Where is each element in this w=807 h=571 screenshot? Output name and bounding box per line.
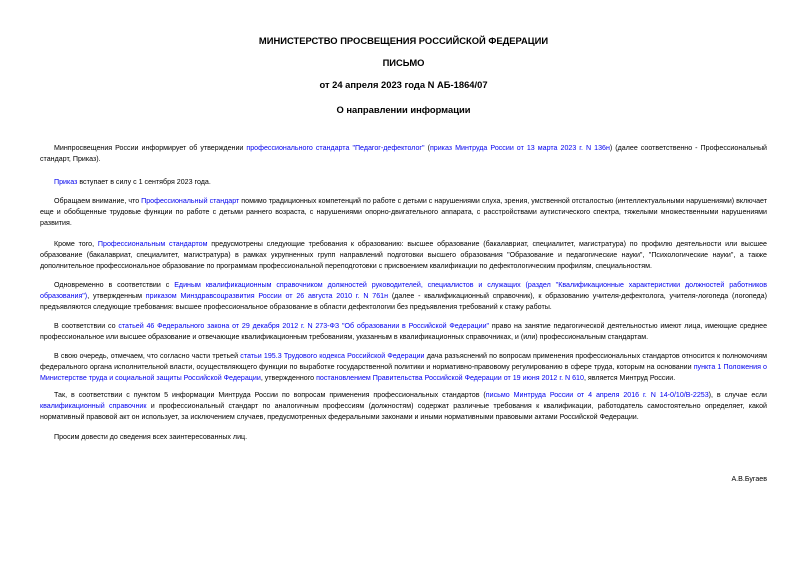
paragraph-7 — [40, 351, 767, 384]
text: вступает в силу с 1 сентября 2023 года. — [77, 178, 211, 186]
link-labor-code-article-195-3[interactable]: статьи 195.3 Трудового кодекса Российской Федерации — [240, 352, 425, 360]
text: ( — [424, 144, 430, 152]
paragraph-8 — [40, 390, 767, 423]
link-minzdravsoc-order-761n[interactable]: приказом Минздравсоцразвития России от 26 августа 2010 г. N 761н — [145, 291, 389, 300]
text: Минпросвещения России информирует об утверждении — [54, 144, 247, 152]
link-unified-qualification-handbook[interactable]: Единым квалификационным справочником должностей руководителей, специалистов и служащих (раздел "Квалификационные характеристики должностей работников образования") — [40, 281, 768, 300]
link-professional-standard[interactable]: профессионального стандарта "Педагог-дефектолог" — [246, 144, 425, 152]
ministry-heading: МИНИСТЕРСТВО ПРОСВЕЩЕНИЯ РОССИЙСКОЙ ФЕДЕРАЦИИ — [258, 35, 549, 46]
paragraph-3 — [40, 196, 767, 229]
text: ) (далее соответственно - Профессиональный стандарт, Приказ). — [40, 144, 768, 163]
text: предусмотрены следующие требования к образованию: высшее образование (бакалавриат, специалитет, магистратура) по профилю деятельности или высшее образование (бакалавриат, специалитет, магистратура) в рамках укрупненных групп направлений подготовки высшего образования "Образование и педагогические науки", "Психологические науки", а также дополнительное профессиональное образование по программам профессиональной переподготовки с присвоением квалификации по дефектологическим профилям, специальностям. — [40, 240, 768, 270]
text: дача разъяснений по вопросам применения профессиональных стандартов относится к полномочиям федерального органа исполнительной власти, осуществляющего функции по выработке государственной политики и нормативно-правовому регулированию в сфере труда, которым на основании — [40, 352, 768, 371]
link-order[interactable]: Приказ — [54, 178, 78, 186]
link-education-law-article-46[interactable]: статьей 46 Федерального закона от 29 декабря 2012 г. N 273-ФЗ "Об образовании в Российской Федерации" — [118, 322, 490, 330]
link-professional-standard[interactable]: Профессиональный стандарт — [141, 197, 240, 205]
text: (далее - квалификационный справочник), к образованию учителя-дефектолога, учителя-логопеда (логопеда) предъявляются следующие требования: высшее профессиональное образование в области дефектологии без предъявления требований к стажу работы. — [40, 291, 767, 311]
link-mintrud-order-136n[interactable]: приказ Минтруда России от 13 марта 2023 г. N 136н — [429, 144, 610, 152]
link-professional-standard[interactable]: Профессиональным стандартом — [97, 240, 208, 248]
paragraph-5 — [40, 280, 767, 313]
text: В свою очередь, отмечаем, что согласно части третьей — [54, 352, 241, 360]
text: право на занятие педагогической деятельностью имеют лица, имеющие среднее профессиональное или высшее образование и отвечающие квалификационным требованиям, указанным в квалификационных справочниках, и (или) профессиональным стандартам. — [40, 322, 768, 341]
text: помимо традиционных компетенций по работе с детьми с нарушениями слуха, зрения, умственной отсталостью (интеллектуальными нарушениями) включает еще и обобщенные трудовые функции по работе с детьми раннего возраста, с нарушениями опорно-двигательного аппарата, с расстройствами аутистического спектра, тяжелыми множественными нарушениями развития. — [40, 197, 767, 227]
paragraph-2 — [40, 177, 767, 188]
link-government-decree-610[interactable]: постановлением Правительства Российской Федерации от 19 июня 2012 г. N 610 — [316, 373, 584, 382]
text: Просим довести до сведения всех заинтересованных лиц. — [54, 433, 248, 441]
document-type-heading: ПИСЬМО — [382, 57, 425, 68]
text: , является Минтруд России. — [583, 373, 676, 382]
paragraph-6 — [40, 321, 767, 343]
document-subject: О направлении информации — [336, 104, 471, 115]
text: и профессиональный стандарт по аналогичным профессиям (должностям) содержат различные требования к квалификации, работодатель самостоятельно определяет, какой нормативный правовой акт он использует, за исключением случаев, предусмотренных федеральными законами и иными нормативными правовыми актами Российской Федерации. — [40, 401, 767, 421]
text: Так, в соответствии с пунктом 5 информации Минтруда России по вопросам применения профессиональных стандартов ( — [54, 391, 486, 399]
link-mintrud-regulation-point-1[interactable]: пункта 1 Положения о Министерстве труда и социальной защиты Российской Федерации — [40, 362, 767, 382]
document-date-number: от 24 апреля 2023 года N АБ-1864/07 — [319, 79, 488, 90]
text: , утвержденного — [260, 373, 317, 382]
text: Одновременно в соответствии с — [54, 281, 175, 289]
text: Обращаем внимание, что — [54, 197, 142, 205]
paragraph-1 — [40, 143, 767, 165]
link-qualification-handbook[interactable]: квалификационный справочник — [40, 401, 147, 410]
text: ), в случае если — [708, 391, 767, 399]
link-mintrud-letter-2253[interactable]: письмо Минтруда России от 4 апреля 2016 г. N 14-0/10/В-2253 — [485, 391, 709, 399]
text: В соответствии со — [54, 322, 119, 330]
text: , утвержденным — [87, 291, 146, 300]
paragraph-9 — [40, 432, 767, 443]
paragraph-4 — [40, 239, 767, 272]
signature: А.В.Бугаев — [731, 475, 767, 483]
text: Кроме того, — [54, 240, 98, 248]
